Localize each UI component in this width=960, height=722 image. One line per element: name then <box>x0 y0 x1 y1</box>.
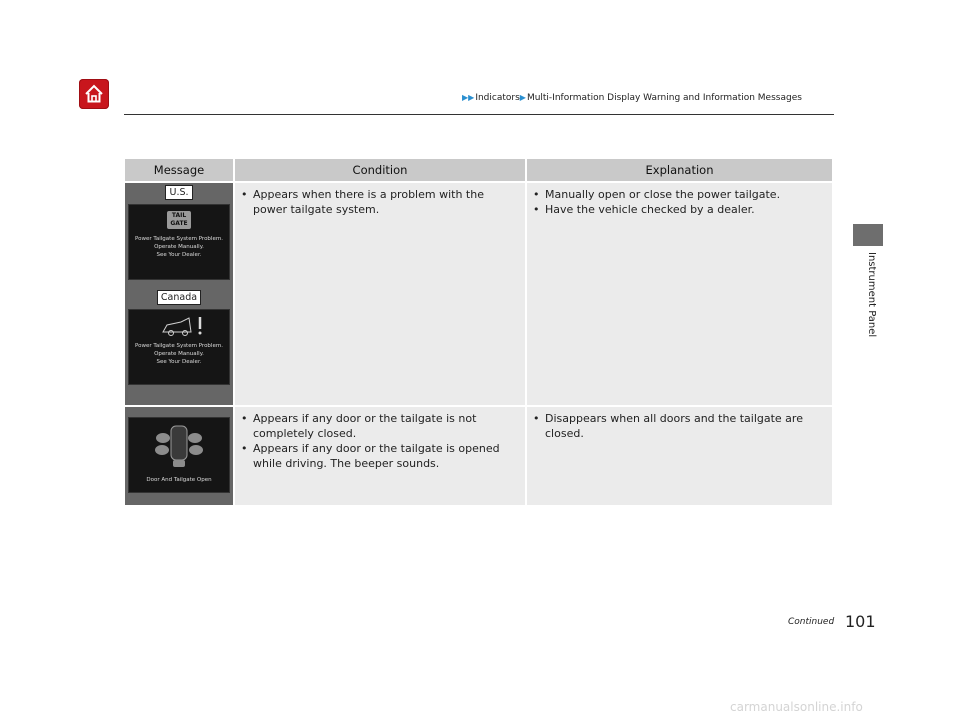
breadcrumb-item-messages[interactable]: Multi-Information Display Warning and Information Messages <box>526 93 802 103</box>
header-explanation: Explanation <box>527 159 832 181</box>
list-item: • Have the vehicle checked by a dealer. <box>531 202 828 217</box>
explanation-cell <box>527 183 832 405</box>
tailgate-icon: TAIL GATE <box>167 211 191 229</box>
list-item: • Disappears when all doors and the tailgate are closed. <box>531 411 828 441</box>
page-number: 101 <box>845 612 876 631</box>
breadcrumb-arrow-icon: ▶ <box>519 93 526 102</box>
message-image-cell <box>125 183 233 405</box>
list-item: • Appears if any door or the tailgate is opened while driving. The beeper sounds. <box>239 441 521 471</box>
header-message: Message <box>125 159 233 181</box>
continued-label: Continued <box>788 617 835 627</box>
breadcrumb <box>462 93 802 103</box>
condition-cell <box>235 183 525 405</box>
open-tailgate-car-icon <box>129 310 229 340</box>
table-header-row <box>125 159 832 181</box>
screen-text: Door And Tailgate Open <box>146 477 212 483</box>
list-item: • Appears when there is a problem with the power tailgate system. <box>239 187 521 217</box>
table-row <box>125 183 832 405</box>
screen-text: Power Tailgate System Problem. Operate Manually. See Your Dealer. <box>135 343 223 365</box>
table-row <box>125 407 832 505</box>
display-screen-us <box>128 204 230 280</box>
message-image-cell <box>125 407 233 505</box>
condition-cell <box>235 407 525 505</box>
breadcrumb-arrow-icon: ▶▶ <box>462 93 475 102</box>
breadcrumb-item-indicators[interactable]: Indicators <box>475 93 520 103</box>
home-button[interactable] <box>79 79 109 109</box>
region-tag-canada: Canada <box>157 290 201 305</box>
home-icon <box>83 83 105 105</box>
display-screen-canada <box>128 309 230 385</box>
list-item: • Manually open or close the power tailgate. <box>531 187 828 202</box>
message-table <box>123 157 834 507</box>
header-condition: Condition <box>235 159 525 181</box>
region-tag-us: U.S. <box>165 185 192 200</box>
list-item: • Appears if any door or the tailgate is not completely closed. <box>239 411 521 441</box>
screen-text: Power Tailgate System Problem. Operate Manually. See Your Dealer. <box>135 236 223 258</box>
section-label: Instrument Panel <box>866 252 877 338</box>
doors-open-car-icon <box>129 418 229 476</box>
display-screen-door <box>128 417 230 493</box>
header-divider <box>124 114 834 115</box>
section-tab <box>853 224 883 246</box>
watermark: carmanualsonline.info <box>730 700 863 714</box>
explanation-cell <box>527 407 832 505</box>
